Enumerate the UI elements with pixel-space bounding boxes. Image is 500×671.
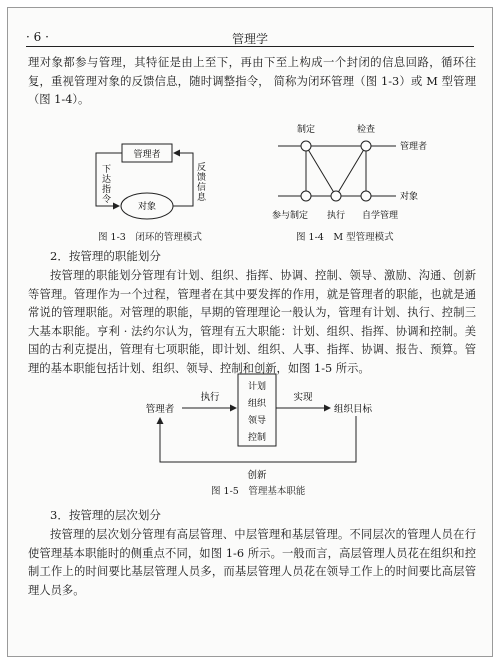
section-3-paragraph: 按管理的层次划分管理有高层管理、中层管理和基层管理。不同层次的管理人员在行使管理基本职能时的侧重点不同，如图 1-6 所示。一般而言，高层管理人员花在组织和控制工作上的时间要比基层管理人员多，而基层管理人员花在领导工作上的时间要比高层管理人员多。: [28, 528, 476, 597]
section-2-paragraph: 按管理的职能划分管理有计划、组织、指挥、协调、控制、领导、激励、沟通、创新等管理。管理作为一个过程，管理者在其中要发挥的作用，就是管理者的职能，也就是通常说的管理职能。对管理的职能，早期的管理理论一般认为，管理有计划、执行、控制三大基本职能。亨利 · 法约尔认为，管理有五大职能：计划、组织、指挥、协调和控制。美国的古利克提出，管理有七项职能，即计划、组织、人事、指挥、协调、报告、预算。管理的基本职能包括计划、组织、领导、控制和创新，如图 1-5 所示。: [28, 269, 476, 375]
svg-text:下: 下: [102, 165, 112, 175]
node-check: 检查: [356, 125, 376, 135]
svg-text:达: 达: [102, 175, 112, 185]
svg-text:指: 指: [102, 185, 112, 195]
section-3-heading: 3．按管理的层次划分: [50, 508, 161, 522]
figure-1-4-caption: 图 1-4 M 型管理模式: [296, 232, 394, 243]
node-execute: 执行: [326, 211, 346, 221]
label-managers: 管理者: [400, 142, 428, 152]
node-participate: 参与制定: [271, 211, 309, 221]
figure-1-5-caption: 图 1-5 管理基本职能: [211, 486, 306, 497]
fig5-goal: 组织目标: [334, 404, 373, 415]
figure-1-3-diagram: [88, 132, 218, 232]
book-page: [7, 7, 493, 657]
svg-text:反: 反: [197, 163, 207, 173]
manager-label: 管理者: [133, 150, 161, 160]
function-organize: 组织: [247, 399, 267, 409]
svg-text:馈: 馈: [197, 173, 207, 183]
feedback-arrow: [173, 153, 193, 206]
figure-1-3-caption: 图 1-3 闭环的管理模式: [98, 232, 202, 243]
svg-text:信: 信: [197, 183, 207, 193]
function-plan: 计划: [247, 382, 267, 392]
figure-1-4-diagram: [258, 118, 438, 230]
node-self-manage: 自学管理: [361, 211, 399, 221]
running-title: 管理学: [231, 32, 268, 46]
figure-1-5-diagram: [138, 366, 378, 480]
svg-text:息: 息: [197, 193, 207, 203]
intro-paragraph: 理对象都参与管理，其特征是由上至下，再由下至上构成一个封闭的信息回路，循环往复，重视管理对象的反馈信息，随时调整指令， 简称为闭环管理（图 1-3）或 M 型管理（图 1-4）。: [28, 56, 476, 106]
label-object: 对象: [400, 192, 419, 202]
fig5-realize: 实现: [293, 392, 313, 403]
section-2-heading: 2．按管理的职能划分: [50, 249, 161, 263]
fig5-manager: 管理者: [145, 404, 175, 415]
object-label: 对象: [137, 202, 157, 212]
left-vertical-label: [102, 164, 111, 205]
right-vertical-label: [197, 161, 207, 203]
function-control: 控制: [247, 433, 267, 443]
fig5-execute: 执行: [200, 392, 220, 403]
node-plan: 制定: [296, 125, 316, 135]
fig5-innovate: 创新: [247, 470, 267, 480]
page-header: [26, 30, 474, 47]
svg-text:令: 令: [102, 195, 112, 205]
function-lead: 领导: [247, 416, 267, 426]
page-number: · 6 ·: [26, 30, 49, 44]
